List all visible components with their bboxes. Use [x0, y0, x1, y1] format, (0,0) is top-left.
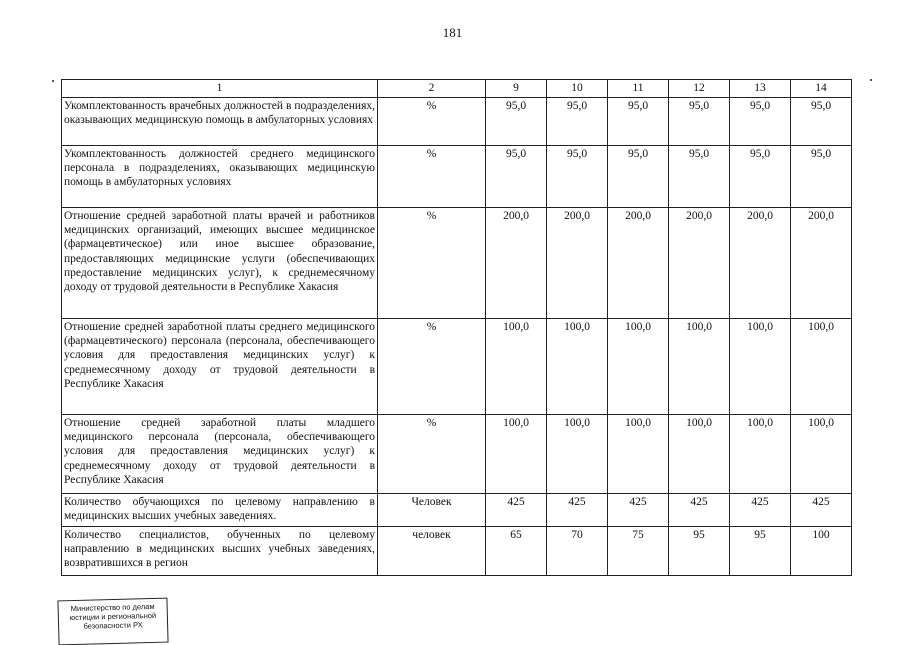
value-cell: 95,0 [730, 146, 791, 208]
value-cell: 95,0 [486, 146, 547, 208]
stamp-line: юстиции и региональной [69, 610, 157, 623]
indicator-description: Укомплектованность должностей среднего медицинского персонала в подразделениях, оказывающих медицинскую помощь в амбулаторных условиях [62, 146, 378, 208]
value-cell: 95,0 [669, 98, 730, 146]
indicator-description: Отношение средней заработной платы врачей и работников медицинских организаций, имеющих высшее медицинское (фармацевтическое) или иное высшее образование, предоставляющих медицинские услуги (обеспечивающих предоставление медицинских услуг), к среднемесячному доходу от трудовой деятельности в Республике Хакасия [62, 208, 378, 319]
header-cell: 13 [730, 80, 791, 98]
table-row [62, 146, 852, 208]
value-cell: 100,0 [547, 319, 608, 415]
unit-cell: % [378, 319, 486, 415]
value-cell: 100,0 [608, 319, 669, 415]
value-cell: 425 [730, 494, 791, 527]
table-row [62, 208, 852, 319]
stamp-line: безопасности РХ [83, 620, 143, 631]
header-cell: 10 [547, 80, 608, 98]
unit-cell: % [378, 208, 486, 319]
value-cell: 425 [608, 494, 669, 527]
table-row [62, 494, 852, 527]
header-cell: 14 [791, 80, 852, 98]
value-cell: 200,0 [547, 208, 608, 319]
value-cell: 425 [791, 494, 852, 527]
table-row [62, 319, 852, 415]
unit-cell: % [378, 415, 486, 494]
indicator-description: Отношение средней заработной платы младшего медицинского персонала (персонала, обеспечивающего условия для предоставления медицинских услуг) к среднемесячному доходу от трудовой деятельности в Республике Хакасия [62, 415, 378, 494]
value-cell: 100,0 [547, 415, 608, 494]
unit-cell: % [378, 98, 486, 146]
value-cell: 95 [669, 527, 730, 576]
scan-speck [52, 80, 54, 82]
value-cell: 95,0 [791, 98, 852, 146]
value-cell: 425 [486, 494, 547, 527]
table-row [62, 98, 852, 146]
value-cell: 95,0 [791, 146, 852, 208]
value-cell: 70 [547, 527, 608, 576]
value-cell: 95,0 [608, 146, 669, 208]
header-cell: 9 [486, 80, 547, 98]
value-cell: 95,0 [486, 98, 547, 146]
value-cell: 200,0 [669, 208, 730, 319]
header-cell: 11 [608, 80, 669, 98]
header-cell: 12 [669, 80, 730, 98]
value-cell: 100 [791, 527, 852, 576]
table-row [62, 527, 852, 576]
value-cell: 425 [669, 494, 730, 527]
registration-stamp [57, 598, 168, 645]
value-cell: 200,0 [486, 208, 547, 319]
indicator-description: Количество обучающихся по целевому направлению в медицинских высших учебных заведениях. [62, 494, 378, 527]
value-cell: 75 [608, 527, 669, 576]
value-cell: 100,0 [669, 415, 730, 494]
value-cell: 100,0 [791, 319, 852, 415]
unit-cell: % [378, 146, 486, 208]
indicator-description: Укомплектованность врачебных должностей в подразделениях, оказывающих медицинскую помощь в амбулаторных условиях [62, 98, 378, 146]
value-cell: 100,0 [608, 415, 669, 494]
value-cell: 65 [486, 527, 547, 576]
value-cell: 200,0 [608, 208, 669, 319]
value-cell: 100,0 [791, 415, 852, 494]
value-cell: 95,0 [547, 146, 608, 208]
value-cell: 100,0 [730, 319, 791, 415]
value-cell: 95,0 [547, 98, 608, 146]
indicator-description: Отношение средней заработной платы среднего медицинского (фармацевтического) персонала (персонала, обеспечивающего условия для предоставления медицинских услуг) к среднемесячному доходу от трудовой деятельности в Республике Хакасия [62, 319, 378, 415]
unit-cell: Человек [378, 494, 486, 527]
indicators-table [61, 79, 852, 576]
value-cell: 95 [730, 527, 791, 576]
header-cell: 1 [62, 80, 378, 98]
value-cell: 100,0 [669, 319, 730, 415]
value-cell: 95,0 [669, 146, 730, 208]
value-cell: 200,0 [791, 208, 852, 319]
header-row [62, 80, 852, 98]
value-cell: 100,0 [486, 319, 547, 415]
value-cell: 100,0 [486, 415, 547, 494]
header-cell: 2 [378, 80, 486, 98]
scan-speck [870, 79, 872, 81]
value-cell: 95,0 [730, 98, 791, 146]
value-cell: 95,0 [608, 98, 669, 146]
unit-cell: человек [378, 527, 486, 576]
value-cell: 200,0 [730, 208, 791, 319]
value-cell: 100,0 [730, 415, 791, 494]
indicator-description: Количество специалистов, обученных по целевому направлению в медицинских высших учебных заведениях, возвратившихся в регион [62, 527, 378, 576]
page-number: 181 [442, 25, 463, 40]
table-row [62, 415, 852, 494]
stamp-line: Министерство по делам [70, 601, 155, 614]
value-cell: 425 [547, 494, 608, 527]
